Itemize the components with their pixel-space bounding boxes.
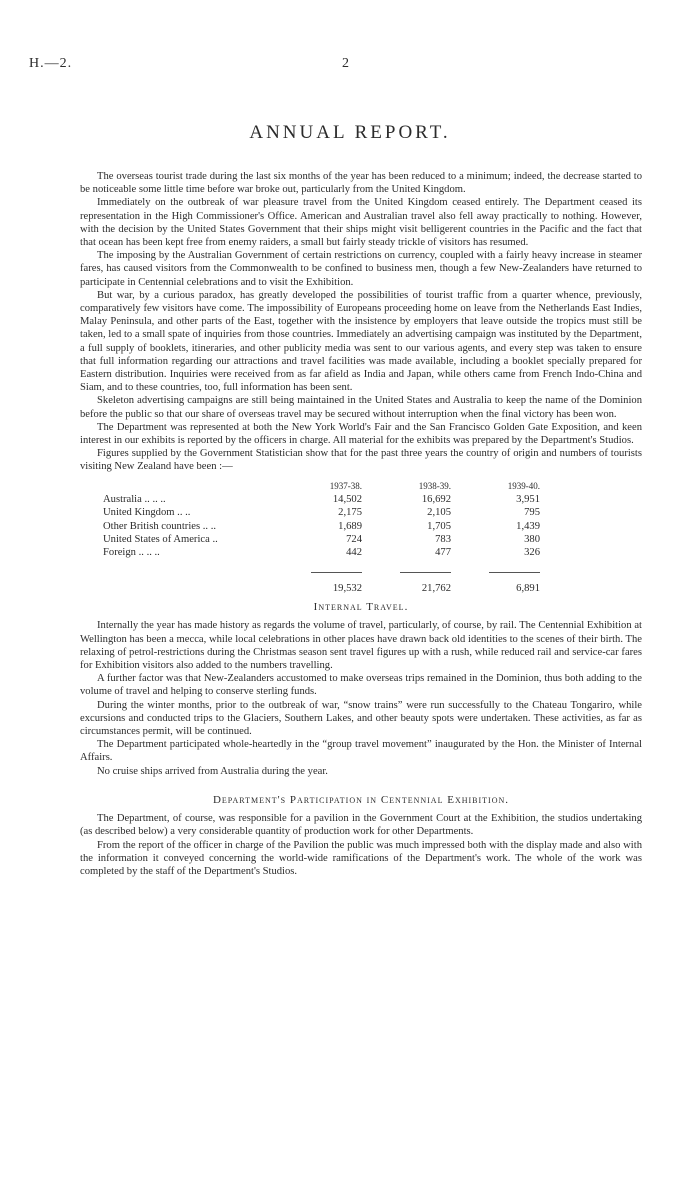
leader-dots: .. .. .. — [144, 494, 166, 506]
leader-dots: .. .. — [202, 520, 216, 532]
total-rule — [400, 559, 451, 572]
value-cell: 3,951 — [516, 494, 540, 506]
value-cell: 326 — [524, 547, 540, 559]
value-cell: 477 — [435, 547, 451, 559]
leader-dots: .. .. — [177, 507, 191, 519]
paragraph: No cruise ships arrived from Australia during the year. — [97, 765, 328, 777]
table-row — [103, 533, 540, 546]
value-cell: 380 — [524, 533, 540, 545]
value-cell: 724 — [346, 533, 362, 545]
total-rule — [489, 559, 540, 572]
paragraph: The Department was represented at both the New York World's Fair and the San Francisco Golden Gate Exposition, and keen interest in our exhibits is reported by the officers in charge. All material for the exhibits was prepared by the Department's Studios. — [80, 421, 642, 447]
value-cell: 783 — [435, 533, 451, 545]
value-cell: 1,705 — [427, 520, 451, 532]
paragraph: The Department, of course, was responsible for a pavilion in the Government Court at the Exhibition, the studios undertaking (as described below) a very considerable quantity of production work for other Departments. — [80, 813, 642, 838]
paragraph: Skeleton advertising campaigns are still being maintained in the United States and Australia to keep the name of the Dominion before the public so that our share of overseas travel may be secured without interruption when the final victory has been won. — [80, 395, 642, 420]
paragraph: A further factor was that New-Zealanders accustomed to make overseas trips remained in the Dominion, thus both adding to the volume of travel and helping to conserve sterling funds. — [80, 673, 642, 698]
paragraph: Immediately on the outbreak of war pleasure travel from the United Kingdom ceased entirely. The Department ceased its representation in the High Commissioner's Office. American and Australian travel also fell away practically to nothing. However, with the decision by the United States Government that their ships might visit belligerent countries in the Pacific and the fact that that ocean has been kept free from enemy raiders, a small but fairly steady trickle of visitors has resumed. — [80, 197, 642, 249]
column-header: 1938-39. — [418, 480, 451, 491]
value-cell: 795 — [524, 507, 540, 519]
value-cell: 2,105 — [427, 507, 451, 519]
table-header-blank — [103, 480, 311, 493]
country-name: United Kingdom — [103, 507, 175, 519]
total-rule — [311, 559, 362, 572]
visitor-statistics-table — [103, 480, 540, 596]
table-rule-row — [103, 559, 540, 572]
report-body — [80, 170, 642, 878]
total-cell: 19,532 — [332, 583, 362, 595]
value-cell: 16,692 — [421, 494, 451, 506]
country-cell — [103, 533, 311, 546]
table-header-row — [103, 480, 540, 493]
leader-dots: .. — [212, 533, 218, 545]
paragraph: The imposing by the Australian Government of certain restrictions on currency, coupled with a fairly heavy increase in steamer fares, has caused visitors from the Commonwealth to be confined to business men, though a few New-Zealanders have returned to participate in Centennial celebrations and to visit the Exhibition. — [80, 250, 642, 288]
total-cell: 6,891 — [516, 583, 540, 595]
country-cell — [103, 520, 311, 533]
value-cell: 1,689 — [338, 520, 362, 532]
table-row — [103, 493, 540, 506]
paragraph: The Department participated whole-heartedly in the “group travel movement” inaugurated by the Hon. the Minister of Internal Affairs. — [80, 739, 642, 764]
country-cell — [103, 506, 311, 519]
country-cell — [103, 546, 311, 559]
country-cell — [103, 493, 311, 506]
table-row — [103, 506, 540, 519]
table-row — [103, 520, 540, 533]
value-cell: 442 — [346, 547, 362, 559]
table-total-row — [103, 573, 540, 596]
value-cell: 14,502 — [332, 494, 362, 506]
country-name: Australia — [103, 494, 142, 506]
value-cell: 1,439 — [516, 520, 540, 532]
leader-dots: .. .. .. — [138, 547, 160, 559]
value-cell: 2,175 — [338, 507, 362, 519]
paragraph: Internally the year has made history as regards the volume of travel, particularly, of course, by rail. The Centennial Exhibition at Wellington has been a mecca, while local celebrations in other places have drawn back old identities to the scenes of their birth. The relaxing of petrol-restrictions during the Christmas season sent travel figures up with a rush, while reduced rail and service-car fares for Exhibition visitors also added to the numbers travelling. — [80, 620, 642, 672]
report-title: ANNUAL REPORT. — [249, 122, 451, 143]
paragraph: During the winter months, prior to the outbreak of war, “snow trains” were run successfully to the Chateau Tongariro, while excursions and conducted trips to the Glaciers, Southern Lakes, and other beauty spots were undertaken. These activities, as far as circumstances permit, will be continued. — [80, 699, 642, 738]
column-header: 1937-38. — [329, 480, 362, 491]
paragraph: The overseas tourist trade during the last six months of the year has been reduced to a minimum; indeed, the decrease started to be noticeable some little time before war broke out, particularly from the United Kingdom. — [80, 171, 642, 196]
section-heading-internal-travel: Internal Travel. — [313, 601, 409, 614]
section-heading-exhibition: Department's Participation in Centennial Exhibition. — [212, 793, 510, 806]
country-name: Other British countries — [103, 520, 201, 532]
page-number: 2 — [342, 56, 349, 71]
total-cell: 21,762 — [421, 583, 451, 595]
paragraph: Figures supplied by the Government Statistician show that for the past three years the country of origin and numbers of tourists visiting New Zealand have been :— — [80, 448, 642, 473]
table-row — [103, 546, 540, 559]
column-header: 1939-40. — [507, 480, 540, 491]
country-name: United States of America — [103, 533, 210, 545]
country-name: Foreign — [103, 547, 136, 559]
page-header-ref: H.—2. — [29, 56, 73, 71]
paragraph: But war, by a curious paradox, has greatly developed the possibilities of tourist traffic from a quarter whence, previously, comparatively few visitors have come. The impossibility of Europeans proceeding home on leave from the Netherlands East Indies, Malay Peninsula, and other parts of the East, together with the insistence by employers that leave outside the tropics must still be taken, led to a small spate of inquiries from those countries. Immediately an advertising campaign was instituted by the Department, a full supply of booklets, itineraries, and other publicity media was sent to our various agents, and every step was taken to ensure that full information regarding our attractions and travel facilities was made available, including a booklet specially prepared for Eastern distribution. Inquiries were received from as far afield as India and Japan, while others came from French Indo-China and Siam, and to these countries, too, full information has been sent. — [80, 289, 642, 394]
paragraph: From the report of the officer in charge of the Pavilion the public was much impressed both with the display made and also with the information it conveyed concerning the world-wide ramifications of the Department's work. The whole of the work was completed by the staff of the Department's Studios. — [80, 839, 642, 877]
